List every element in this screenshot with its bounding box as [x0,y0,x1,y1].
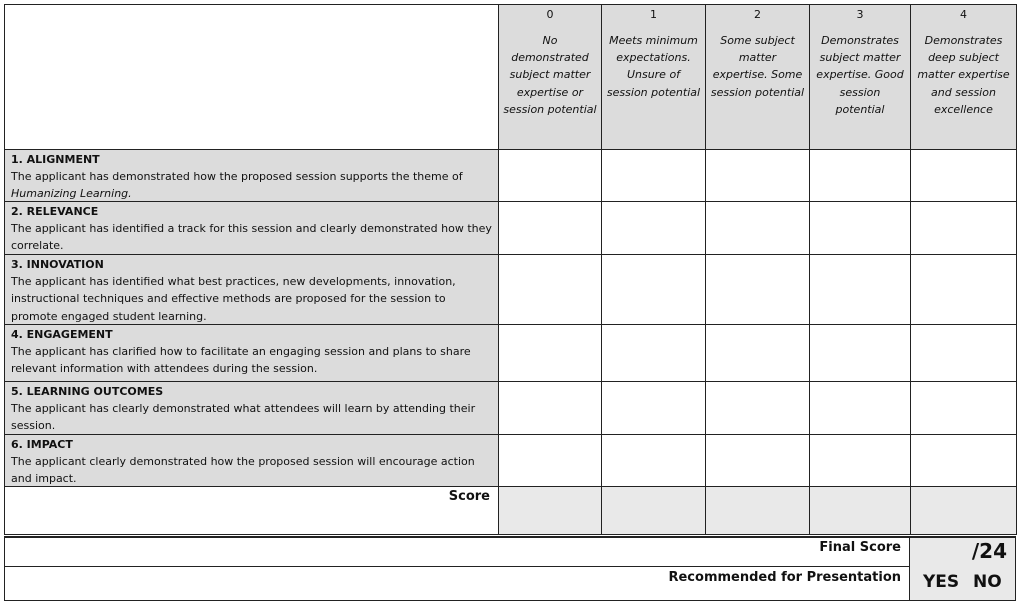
score-cell[interactable] [706,202,810,255]
score-cell[interactable] [602,150,706,202]
score-cell[interactable] [911,325,1017,382]
score-cell[interactable] [911,382,1017,435]
criterion-theme: Humanizing Learning. [11,187,132,201]
criterion-relevance [5,202,499,255]
scale-header-0 [499,5,602,150]
score-row-label-cell [5,487,499,535]
recommend-row [4,567,1016,601]
recommend-yes-option[interactable]: YES [923,572,960,592]
criterion-title: 4. ENGAGEMENT [11,328,113,341]
score-total-cell[interactable] [911,487,1017,535]
score-total-cell[interactable] [706,487,810,535]
scale-description: Meets minimum expectations. Unsure of session potential [606,34,701,99]
criterion-title: 6. IMPACT [11,438,73,451]
score-cell[interactable] [911,255,1017,325]
scale-score: 3 [856,8,864,21]
score-cell[interactable] [602,382,706,435]
score-cell[interactable] [911,435,1017,487]
score-cell[interactable] [706,255,810,325]
criterion-text: The applicant has identified what best practices, new developments, innovation, instructional techniques and effective methods are proposed for the session to promote engaged student learning. [11,275,456,323]
rubric-table [4,4,1017,535]
score-cell[interactable] [810,325,911,382]
score-cell[interactable] [499,382,602,435]
score-cell[interactable] [602,202,706,255]
score-cell[interactable] [706,150,810,202]
score-cell[interactable] [706,435,810,487]
scale-description: Demonstrates subject matter expertise. Good session potential [816,34,904,116]
score-cell[interactable] [499,150,602,202]
score-cell[interactable] [810,255,911,325]
recommend-label: Recommended for Presentation [668,570,901,585]
criterion-learning-outcomes [5,382,499,435]
criterion-text: The applicant has clearly demonstrated what attendees will learn by attending their session. [11,402,476,433]
criterion-engagement [5,325,499,382]
score-label: Score [448,489,490,504]
final-score-value-cell[interactable] [910,538,1015,567]
score-cell[interactable] [499,202,602,255]
criterion-text: The applicant has identified a track for this session and clearly demonstrated how they correlate. [11,222,492,253]
score-cell[interactable] [810,435,911,487]
score-total-cell[interactable] [602,487,706,535]
scale-description: Some subject matter expertise. Some session potential [710,34,805,99]
criterion-title: 3. INNOVATION [11,258,104,271]
criterion-text: The applicant has clarified how to facilitate an engaging session and plans to share relevant information with attendees during the session. [11,345,471,376]
scale-score: 4 [960,8,967,21]
criterion-innovation [5,255,499,325]
score-cell[interactable] [810,150,911,202]
criterion-text: The applicant clearly demonstrated how the proposed session will encourage action and impact. [11,455,475,486]
score-cell[interactable] [499,255,602,325]
scale-score: 0 [546,8,554,21]
score-cell[interactable] [499,325,602,382]
score-cell[interactable] [911,150,1017,202]
recommend-no-option[interactable]: NO [973,572,1002,592]
score-cell[interactable] [706,325,810,382]
final-score-label-cell [5,538,910,567]
header-blank-cell [5,5,499,150]
scale-header-1 [602,5,706,150]
criterion-title: 1. ALIGNMENT [11,153,100,166]
score-total-cell[interactable] [499,487,602,535]
criterion-impact [5,435,499,487]
scale-header-2 [706,5,810,150]
score-cell[interactable] [911,202,1017,255]
scale-description: No demonstrated subject matter expertise or session potential [503,34,597,116]
final-score-value: /24 [971,539,1007,563]
score-total-cell[interactable] [810,487,911,535]
score-cell[interactable] [602,255,706,325]
scale-header-4 [911,5,1017,150]
score-cell[interactable] [706,382,810,435]
scale-score: 2 [754,8,761,21]
criterion-title: 2. RELEVANCE [11,205,99,218]
criterion-title: 5. LEARNING OUTCOMES [11,385,164,398]
final-score-label: Final Score [819,540,901,555]
recommend-options-cell [910,567,1015,600]
recommend-label-cell [5,567,910,600]
score-cell[interactable] [499,435,602,487]
criterion-text: The applicant has demonstrated how the proposed session supports the theme of [11,170,463,184]
scale-score: 1 [650,8,657,21]
score-cell[interactable] [602,325,706,382]
scale-header-3 [810,5,911,150]
final-score-row [4,536,1016,567]
scale-description: Demonstrates deep subject matter expertise and session excellence [917,34,1010,116]
criterion-alignment [5,150,499,202]
score-cell[interactable] [602,435,706,487]
score-cell[interactable] [810,382,911,435]
score-cell[interactable] [810,202,911,255]
